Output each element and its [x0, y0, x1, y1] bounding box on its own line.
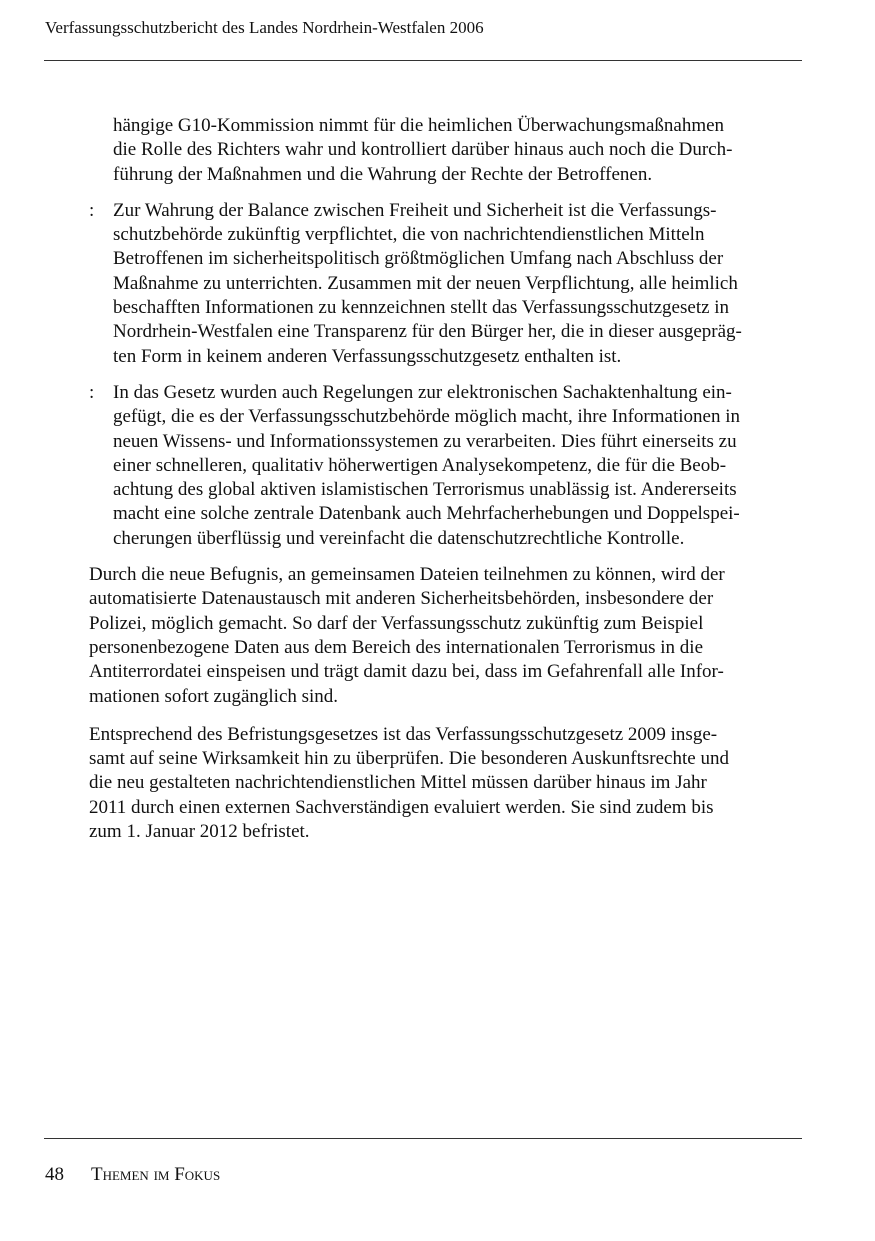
text-line: die Rolle des Richters wahr und kontrolliert darüber hinaus auch noch die Durch- — [113, 139, 733, 161]
text-line: automatisierte Datenaustausch mit anderen Sicherheitsbehörden, insbesondere der — [89, 588, 714, 610]
bullet-item — [89, 381, 803, 551]
text-line: Betroffenen im sicherheitspolitisch größtmöglichen Umfang nach Abschluss der — [113, 248, 724, 270]
page-body — [89, 114, 803, 858]
text-line: Maßnahme zu unterrichten. Zusammen mit der neuen Verpflichtung, alle heimlich — [113, 272, 738, 294]
text-line: macht eine solche zentrale Datenbank auch Mehrfacherhebungen und Doppelspei- — [113, 503, 740, 525]
text-line: ten Form in keinem anderen Verfassungsschutzgesetz enthalten ist. — [113, 345, 622, 367]
text-line: 2011 durch einen externen Sachverständigen evaluiert werden. Sie sind zudem bis — [89, 796, 714, 818]
text-line: Antiterrordatei einspeisen und trägt damit dazu bei, dass im Gefahrenfall alle Infor- — [89, 661, 724, 683]
text-line: Polizei, möglich gemacht. So darf der Verfassungsschutz zukünftig zum Beispiel — [89, 612, 704, 634]
text-line: führung der Maßnahmen und die Wahrung der Rechte der Betroffenen. — [113, 163, 653, 185]
text-line: einer schnelleren, qualitativ höherwertigen Analysekompetenz, die für die Beob- — [113, 454, 727, 476]
bullet-item — [89, 199, 803, 369]
paragraph — [89, 723, 803, 844]
running-header: Verfassungsschutzbericht des Landes Nordrhein-Westfalen 2006 — [45, 18, 484, 37]
text-line: Entsprechend des Befristungsgesetzes ist das Verfassungsschutzgesetz 2009 insge- — [89, 723, 718, 745]
bullet-marker: : — [89, 381, 95, 403]
text-line: beschafften Informationen zu kennzeichnen stellt das Verfassungsschutzgesetz in — [113, 297, 730, 319]
section-title: Themen im Fokus — [91, 1164, 221, 1185]
text-line: zum 1. Januar 2012 befristet. — [89, 821, 310, 843]
text-line: mationen sofort zugänglich sind. — [89, 685, 339, 707]
footer-rule — [44, 1138, 802, 1139]
paragraph — [89, 563, 803, 709]
text-line: die neu gestalteten nachrichtendienstlichen Mittel müssen darüber hinaus im Jahr — [89, 772, 707, 794]
page-footer — [45, 1163, 220, 1187]
bullet-marker: : — [89, 199, 95, 221]
text-line: cherungen überflüssig und vereinfacht die datenschutzrechtliche Kontrolle. — [113, 527, 685, 549]
text-line: hängige G10-Kommission nimmt für die heimlichen Überwachungsmaßnahmen — [113, 115, 725, 136]
text-line: neuen Wissens- und Informationssystemen zu verarbeiten. Dies führt einerseits zu — [113, 430, 737, 452]
header-rule — [44, 60, 802, 61]
text-line: samt auf seine Wirksamkeit hin zu überprüfen. Die besonderen Auskunftsrechte und — [89, 748, 729, 770]
text-line: achtung des global aktiven islamistischen Terrorismus unablässig ist. Andererseits — [113, 479, 737, 501]
text-line: personenbezogene Daten aus dem Bereich des internationalen Terrorismus in die — [89, 636, 704, 658]
bullet-continuation — [89, 114, 803, 187]
text-line: gefügt, die es der Verfassungsschutzbehörde möglich macht, ihre Informationen in — [113, 406, 740, 428]
text-line: Zur Wahrung der Balance zwischen Freiheit und Sicherheit ist die Verfassungs- — [113, 199, 717, 221]
text-line: Nordrhein-Westfalen eine Transparenz für den Bürger her, die in dieser ausgepräg- — [113, 321, 742, 343]
text-line: In das Gesetz wurden auch Regelungen zur elektronischen Sachaktenhaltung ein- — [113, 381, 732, 403]
page-number: 48 — [45, 1164, 64, 1185]
text-line: schutzbehörde zukünftig verpflichtet, die von nachrichtendienstlichen Mitteln — [113, 224, 705, 246]
text-line: Durch die neue Befugnis, an gemeinsamen Dateien teilnehmen zu können, wird der — [89, 564, 725, 586]
